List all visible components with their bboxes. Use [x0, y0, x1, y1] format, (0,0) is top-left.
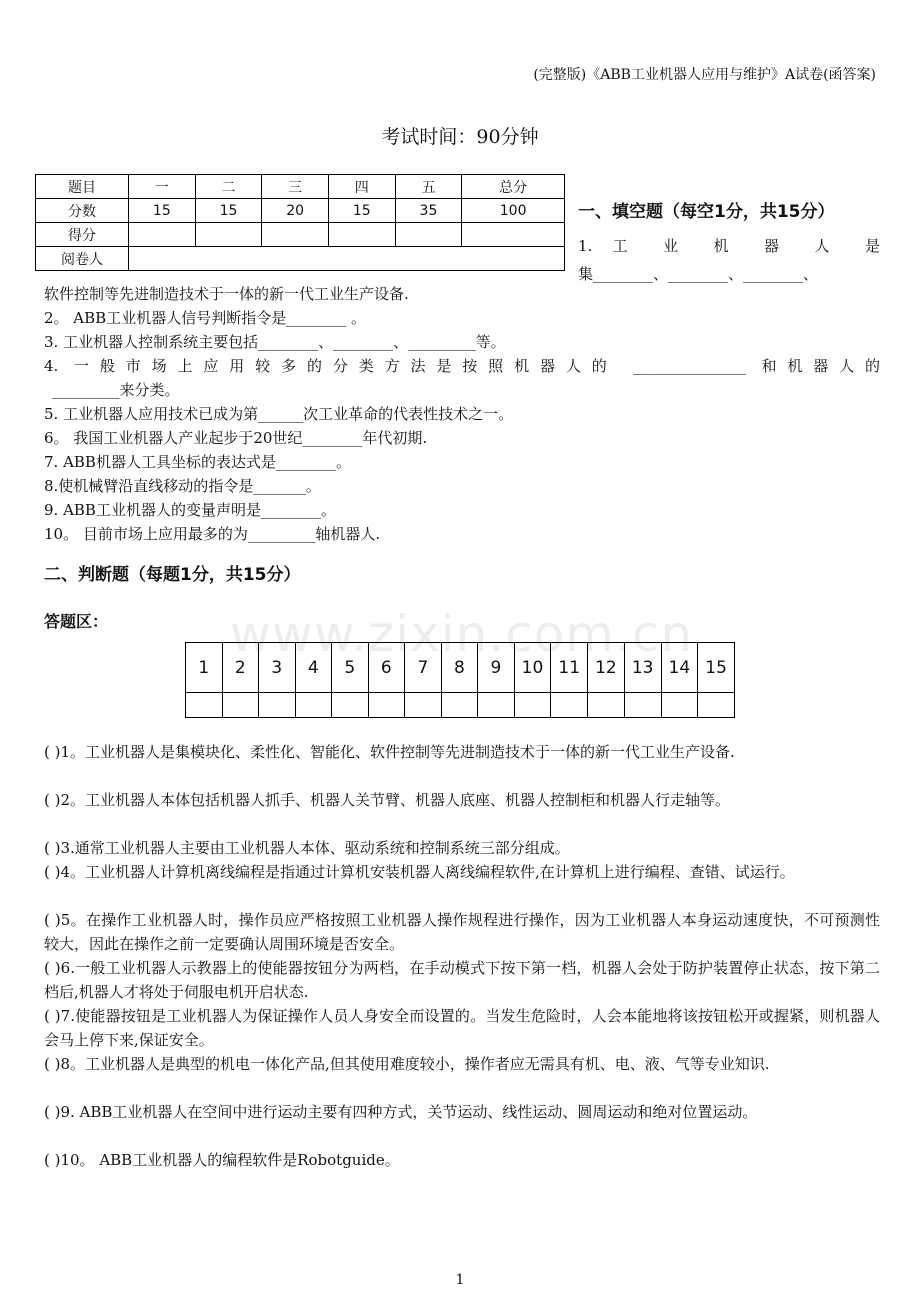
- score-input-cell[interactable]: [195, 223, 262, 247]
- question-8: 8.使机械臂沿直线移动的指令是_______。: [44, 477, 321, 495]
- answer-number: 3: [259, 643, 296, 693]
- score-input-cell[interactable]: [129, 223, 196, 247]
- judgement-item-8: ( )8。工业机器人是典型的机电一体化产品,但其使用难度较小，操作者应无需具有机、电、液、气等专业知识.: [44, 1055, 770, 1073]
- table-cell: 题目: [36, 175, 129, 199]
- table-cell: 总分: [462, 175, 565, 199]
- score-table: [35, 174, 565, 271]
- score-input-cell[interactable]: [262, 223, 329, 247]
- judgement-item-1: ( )1。工业机器人是集模块化、柔性化、智能化、软件控制等先进制造技术于一体的新一代工业生产设备.: [44, 743, 735, 761]
- question-4-line1: 4. 一般市场上应用较多的分类方法是按照机器人的 _______________ 和机器人的: [44, 357, 880, 375]
- question-10: 10。 目前市场上应用最多的为_________轴机器人.: [44, 525, 381, 543]
- judgement-item-7: ( )7.使能器按钮是工业机器人为保证操作人员人身安全而设置的。当发生危险时，人会本能地将该按钮松开或握紧，则机器人会马上停下来,保证安全。: [44, 1007, 880, 1049]
- answer-input-cell[interactable]: [259, 693, 296, 718]
- answer-input-cell[interactable]: [624, 693, 661, 718]
- grader-label: 阅卷人: [36, 247, 129, 271]
- question-1-line3: 软件控制等先进制造技术于一体的新一代工业生产设备.: [44, 285, 409, 303]
- answer-input-cell[interactable]: [698, 693, 735, 718]
- answer-number: 11: [551, 643, 588, 693]
- answer-number: 8: [441, 643, 478, 693]
- answer-number: 14: [661, 643, 698, 693]
- answer-input-cell[interactable]: [478, 693, 515, 718]
- answer-input-cell[interactable]: [551, 693, 588, 718]
- score-input-cell[interactable]: [328, 223, 395, 247]
- answer-input-cell[interactable]: [661, 693, 698, 718]
- score-table-grader-row: [36, 247, 565, 271]
- table-cell: 20: [262, 199, 329, 223]
- question-5: 5. 工业机器人应用技术已成为第______次工业革命的代表性技术之一。: [44, 405, 514, 423]
- answer-input-cell[interactable]: [222, 693, 259, 718]
- judgement-item-4: ( )4。工业机器人计算机离线编程是指通过计算机安装机器人离线编程软件,在计算机上进行编程、查错、试运行。: [44, 863, 795, 881]
- question-6: 6。 我国工业机器人产业起步于20世纪________年代初期.: [44, 429, 428, 447]
- watermark: www.zixin.com.cn: [230, 605, 694, 663]
- table-cell: 五: [395, 175, 462, 199]
- table-cell: 35: [395, 199, 462, 223]
- score-label: 得分: [36, 223, 129, 247]
- table-cell: 15: [129, 199, 196, 223]
- answer-area-label: 答题区：: [44, 612, 109, 631]
- score-table-points-row: [36, 199, 565, 223]
- answer-number: 15: [698, 643, 735, 693]
- question-1-line1: 1. 工 业 机 器 人 是: [578, 237, 880, 255]
- question-9: 9. ABB工业机器人的变量声明是________。: [44, 501, 336, 519]
- answer-number: 1: [186, 643, 223, 693]
- answer-input-cell[interactable]: [405, 693, 442, 718]
- judgement-item-2: ( )2。工业机器人本体包括机器人抓手、机器人关节臂、机器人底座、机器人控制柜和机器人行走轴等。: [44, 791, 731, 809]
- question-3: 3. 工业机器人控制系统主要包括________、________、_________等。: [44, 333, 506, 351]
- table-cell: 15: [328, 199, 395, 223]
- answer-number: 4: [295, 643, 332, 693]
- answer-number: 9: [478, 643, 515, 693]
- judgement-item-5: ( )5。在操作工业机器人时，操作员应严格按照工业机器人操作规程进行操作，因为工业机器人本身运动速度快，不可预测性较大，因此在操作之前一定要确认周围环境是否安全。: [44, 911, 880, 953]
- answer-number: 2: [222, 643, 259, 693]
- answer-number: 12: [588, 643, 625, 693]
- question-7: 7. ABB机器人工具坐标的表达式是________。: [44, 453, 351, 471]
- table-cell: 三: [262, 175, 329, 199]
- section1-title: 一、填空题（每空1分，共15分）: [578, 202, 835, 222]
- score-input-cell[interactable]: [395, 223, 462, 247]
- table-cell: 一: [129, 175, 196, 199]
- answer-number: 10: [514, 643, 551, 693]
- answer-input-cell[interactable]: [332, 693, 369, 718]
- judgement-item-9: ( )9. ABB工业机器人在空间中进行运动主要有四种方式，关节运动、线性运动、圆周运动和绝对位置运动。: [44, 1103, 758, 1121]
- answer-input-cell[interactable]: [588, 693, 625, 718]
- grader-input-cell[interactable]: [129, 247, 565, 271]
- table-cell: 二: [195, 175, 262, 199]
- table-cell: 四: [328, 175, 395, 199]
- question-2: 2。 ABB工业机器人信号判断指令是________ 。: [44, 309, 366, 327]
- page-number: 1: [455, 1272, 465, 1288]
- answer-number: 13: [624, 643, 661, 693]
- exam-time: 考试时间：90分钟: [381, 126, 539, 148]
- answer-number: 7: [405, 643, 442, 693]
- answer-table: [185, 642, 735, 718]
- document-header-title: (完整版)《ABB工业机器人应用与维护》A试卷(函答案): [533, 67, 876, 83]
- answer-input-cell[interactable]: [514, 693, 551, 718]
- judgement-item-10: ( )10。 ABB工业机器人的编程软件是Robotguide。: [44, 1151, 400, 1169]
- question-4-line2: _________来分类。: [52, 381, 180, 399]
- score-table-header-row: [36, 175, 565, 199]
- answer-number: 5: [332, 643, 369, 693]
- answer-input-cell[interactable]: [295, 693, 332, 718]
- table-cell: 分数: [36, 199, 129, 223]
- score-input-cell[interactable]: [462, 223, 565, 247]
- judgement-item-6: ( )6.一般工业机器人示教器上的使能器按钮分为两档，在手动模式下按下第一档，机器人会处于防护装置停止状态，按下第二档后,机器人才将处于伺服电机开启状态.: [44, 959, 880, 1001]
- question-1-line2: 集________、________、________、: [578, 265, 819, 283]
- answer-input-cell[interactable]: [441, 693, 478, 718]
- answer-input-row: [186, 693, 735, 718]
- answer-input-cell[interactable]: [368, 693, 405, 718]
- section2-title: 二、判断题（每题1分，共15分）: [44, 565, 301, 585]
- judgement-item-3: ( )3.通常工业机器人主要由工业机器人本体、驱动系统和控制系统三部分组成。: [44, 839, 570, 857]
- answer-input-cell[interactable]: [186, 693, 223, 718]
- table-cell: 15: [195, 199, 262, 223]
- answer-number-row: [186, 643, 735, 693]
- answer-number: 6: [368, 643, 405, 693]
- table-cell: 100: [462, 199, 565, 223]
- score-table-score-row: [36, 223, 565, 247]
